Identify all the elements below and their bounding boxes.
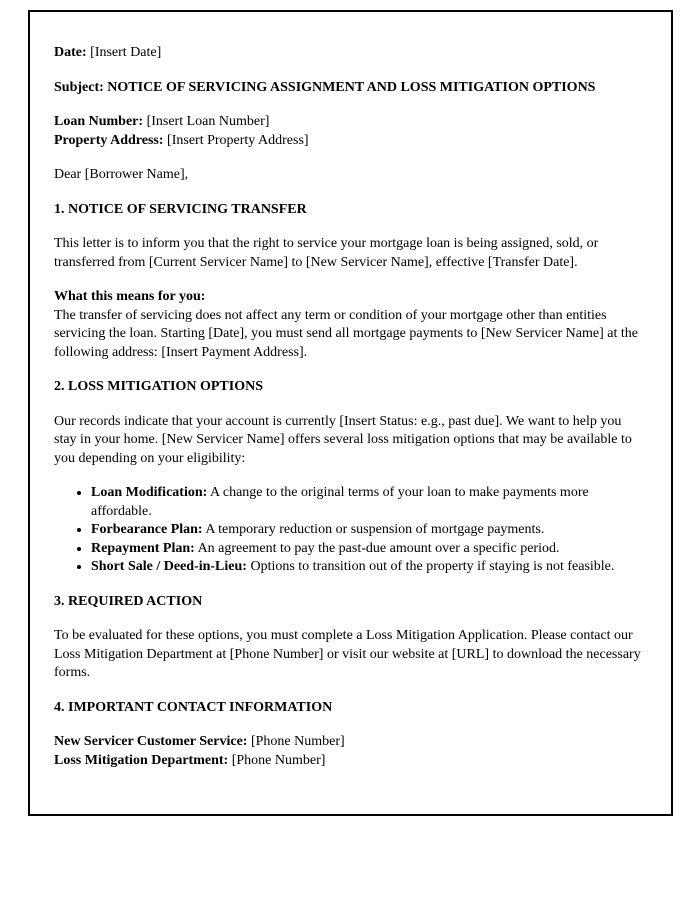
letter-sheet — [28, 10, 673, 816]
date-line — [54, 44, 647, 63]
list-item-repayment-plan — [91, 540, 647, 559]
what-this-means-block — [54, 288, 647, 362]
section-1-heading: 1. NOTICE OF SERVICING TRANSFER — [54, 201, 307, 217]
loan-number-value: [Insert Loan Number] — [146, 114, 270, 129]
property-address-value: [Insert Property Address] — [167, 132, 309, 148]
bullet-label: Short Sale / Deed-in-Lieu: — [91, 559, 247, 574]
contact-info-block — [54, 733, 647, 770]
bullet-label: Forbearance Plan: — [91, 522, 203, 537]
customer-service-value: [Phone Number] — [250, 734, 345, 749]
bullet-label: Loan Modification: — [91, 485, 208, 500]
what-this-means-label: What this means for you: — [54, 289, 206, 304]
customer-service-label: New Servicer Customer Service: — [54, 734, 248, 749]
list-item-loan-modification — [91, 484, 647, 521]
bullet-text: A change to the original terms of your loan to make payments more affordable. — [91, 485, 589, 519]
loss-mitigation-dept-label: Loss Mitigation Department: — [54, 752, 229, 768]
section-4-heading: 4. IMPORTANT CONTACT INFORMATION — [54, 699, 333, 715]
date-value: [Insert Date] — [90, 45, 162, 60]
bullet-label: Repayment Plan: — [91, 540, 195, 556]
servicing-transfer-paragraph: This letter is to inform you that the right to service your mortgage loan is being assigned, sold, or transferred from [Current Servicer Name] to [New Servicer Name], effective [Transfer Date]. — [54, 236, 599, 270]
bullet-text: An agreement to pay the past-due amount over a specific period. — [197, 540, 560, 556]
bullet-text: Options to transition out of the property if staying is not feasible. — [250, 559, 615, 574]
salutation-line: Dear [Borrower Name], — [54, 167, 189, 182]
subject-label: Subject: — [54, 79, 104, 95]
loan-property-block — [54, 113, 647, 150]
subject-line — [54, 79, 647, 98]
date-label: Date: — [54, 45, 87, 60]
list-item-short-sale — [91, 558, 647, 577]
section-3-heading: 3. REQUIRED ACTION — [54, 593, 203, 609]
required-action-paragraph: To be evaluated for these options, you must complete a Loss Mitigation Application. Please contact our Loss Mitigation Department at [Phone Number] or visit our website at [URL] to download the necessary forms. — [54, 628, 641, 680]
loss-mitigation-paragraph: Our records indicate that your account is currently [Insert Status: e.g., past due]. We want to help you stay in your home. [New Servicer Name] offers several loss mitigation options that may be available to you depending on your eligibility: — [54, 413, 632, 466]
subject-value: NOTICE OF SERVICING ASSIGNMENT AND LOSS MITIGATION OPTIONS — [107, 79, 596, 95]
loss-mitigation-dept-value: [Phone Number] — [231, 752, 326, 768]
list-item-forbearance-plan — [91, 521, 647, 540]
bullet-text: A temporary reduction or suspension of mortgage payments. — [205, 522, 545, 537]
loss-mitigation-options-list — [54, 484, 647, 577]
section-2-heading: 2. LOSS MITIGATION OPTIONS — [54, 379, 264, 394]
what-this-means-text: The transfer of servicing does not affect any term or condition of your mortgage other than entities servicing the loan. Starting [Date], you must send all mortgage payments to [New Servicer Name] at the following address: [Insert Payment Address]. — [54, 307, 638, 360]
loan-number-label: Loan Number: — [54, 114, 144, 129]
property-address-label: Property Address: — [54, 132, 164, 148]
